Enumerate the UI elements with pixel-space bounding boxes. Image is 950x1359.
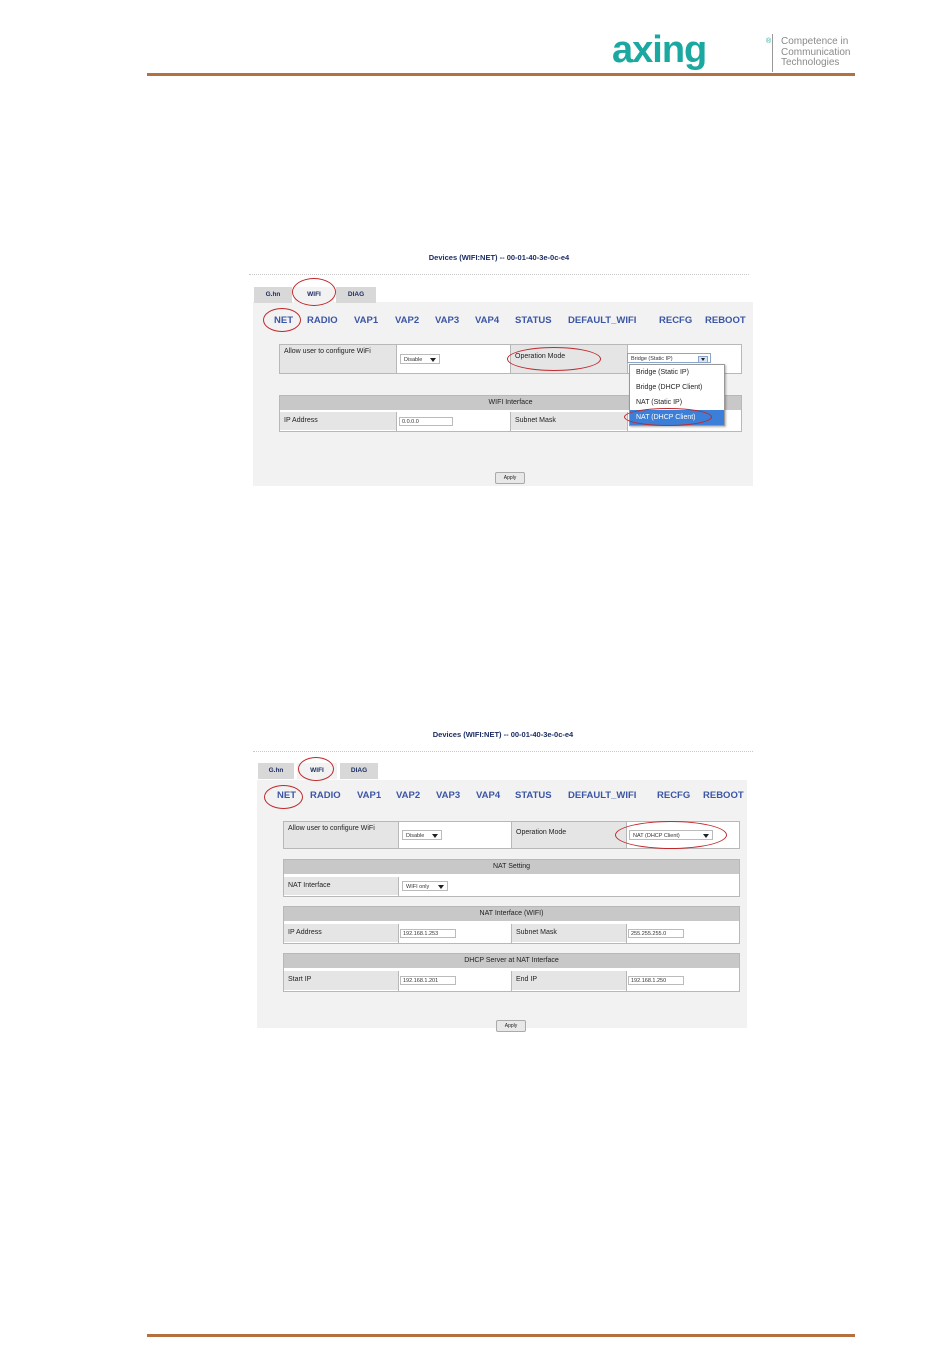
nat-interface-select[interactable] bbox=[402, 881, 448, 891]
tab-ghn[interactable]: G.hn bbox=[254, 287, 292, 303]
allow-config-select[interactable] bbox=[400, 354, 440, 364]
subnav-radio[interactable]: RADIO bbox=[307, 315, 338, 326]
subnav bbox=[249, 315, 749, 327]
subnav-vap3[interactable]: VAP3 bbox=[436, 790, 461, 801]
annotation-circle bbox=[624, 408, 712, 426]
allow-config-select[interactable] bbox=[402, 830, 442, 840]
dhcp-server-header: DHCP Server at NAT Interface bbox=[284, 954, 739, 968]
subnav-recfg[interactable]: RECFG bbox=[657, 790, 691, 801]
start-ip-input[interactable]: 192.168.1.201 bbox=[400, 976, 456, 985]
subnav-net[interactable]: NET bbox=[277, 790, 296, 801]
dotted-divider bbox=[253, 751, 753, 752]
apply-button[interactable]: Apply bbox=[496, 1020, 526, 1032]
allow-config-value: Disable bbox=[406, 833, 425, 839]
subnav bbox=[253, 790, 753, 802]
end-ip-label: End IP bbox=[512, 971, 626, 990]
ip-address-label: IP Address bbox=[280, 412, 396, 430]
tab-diag[interactable]: DIAG bbox=[340, 763, 378, 779]
tab-ghn[interactable]: G.hn bbox=[258, 763, 294, 779]
annotation-circle bbox=[264, 785, 303, 809]
option-nat-static[interactable]: NAT (Static IP) bbox=[636, 399, 683, 406]
subnav-vap2[interactable]: VAP2 bbox=[396, 790, 421, 801]
allow-config-value: Disable bbox=[404, 357, 423, 363]
cell-divider bbox=[626, 971, 627, 991]
cell-divider bbox=[398, 877, 399, 896]
screenshot-1 bbox=[249, 250, 749, 490]
cell-divider bbox=[396, 345, 397, 373]
cell-divider bbox=[398, 971, 399, 991]
subnav-vap3[interactable]: VAP3 bbox=[435, 315, 460, 326]
wifi-interface-header: WIFI Interface bbox=[280, 396, 741, 410]
chevron-down-icon bbox=[430, 358, 436, 362]
nat-setting-header: NAT Setting bbox=[284, 860, 739, 874]
tab-wifi[interactable]: WIFI bbox=[294, 287, 334, 303]
registered-mark: ® bbox=[766, 38, 772, 45]
chevron-down-icon bbox=[438, 885, 444, 889]
subnav-reboot[interactable]: REBOOT bbox=[705, 315, 746, 326]
nat-interface-label: NAT Interface bbox=[284, 877, 398, 895]
apply-button[interactable]: Apply bbox=[495, 472, 525, 484]
tagline-line-3: Technologies bbox=[781, 57, 840, 68]
annotation-circle bbox=[263, 308, 301, 332]
subnav-reboot[interactable]: REBOOT bbox=[703, 790, 744, 801]
subnet-mask-label: Subnet Mask bbox=[511, 412, 627, 430]
nat-interface-wifi-section bbox=[283, 906, 740, 944]
subnav-status[interactable]: STATUS bbox=[515, 790, 552, 801]
tab-wifi[interactable]: WIFI bbox=[297, 763, 337, 779]
subnav-net[interactable]: NET bbox=[274, 315, 293, 326]
ip-address-label: IP Address bbox=[284, 924, 398, 942]
subnav-vap4[interactable]: VAP4 bbox=[476, 790, 501, 801]
cell-divider bbox=[398, 822, 399, 848]
end-ip-input[interactable]: 192.168.1.250 bbox=[628, 976, 684, 985]
logo-separator bbox=[772, 34, 773, 72]
start-ip-label: Start IP bbox=[284, 971, 398, 990]
option-nat-dhcp[interactable]: NAT (DHCP Client) bbox=[630, 410, 724, 425]
device-title: Devices (WIFI:NET) -- 00-01-40-3e-0c-e4 bbox=[428, 253, 570, 262]
axing-logo bbox=[612, 34, 774, 74]
subnav-default-wifi[interactable]: DEFAULT_WIFI bbox=[568, 315, 637, 326]
subnet-mask-label: Subnet Mask bbox=[512, 924, 626, 942]
subnet-mask-input[interactable]: 255.255.255.0 bbox=[628, 929, 684, 938]
cell-divider bbox=[396, 412, 397, 431]
tab-diag[interactable]: DIAG bbox=[336, 287, 376, 303]
nat-setting-section bbox=[283, 859, 740, 897]
subnav-vap4[interactable]: VAP4 bbox=[475, 315, 500, 326]
annotation-circle bbox=[507, 347, 601, 371]
allow-config-label: Allow user to configure WiFi bbox=[280, 345, 396, 373]
dhcp-server-section bbox=[283, 953, 740, 992]
brand-tagline bbox=[781, 37, 850, 69]
dotted-divider bbox=[249, 274, 749, 275]
annotation-circle bbox=[292, 278, 336, 306]
subnav-vap1[interactable]: VAP1 bbox=[357, 790, 382, 801]
subnav-default-wifi[interactable]: DEFAULT_WIFI bbox=[568, 790, 637, 801]
ip-address-input[interactable]: 192.168.1.253 bbox=[400, 929, 456, 938]
screenshot-2 bbox=[253, 727, 753, 1032]
subnav-status[interactable]: STATUS bbox=[515, 315, 552, 326]
subnav-radio[interactable]: RADIO bbox=[310, 790, 341, 801]
nat-interface-value: WIFI only bbox=[406, 884, 430, 890]
nat-interface-wifi-header: NAT Interface (WIFI) bbox=[284, 907, 739, 921]
cell-divider bbox=[398, 924, 399, 943]
subnav-vap2[interactable]: VAP2 bbox=[395, 315, 420, 326]
operation-mode-label: Operation Mode bbox=[512, 822, 626, 848]
subnav-recfg[interactable]: RECFG bbox=[659, 315, 693, 326]
operation-mode-value: Bridge (Static IP) bbox=[631, 356, 673, 362]
operation-mode-value: NAT (DHCP Client) bbox=[633, 833, 680, 839]
annotation-circle bbox=[615, 821, 727, 849]
option-bridge-static[interactable]: Bridge (Static IP) bbox=[636, 369, 689, 376]
device-title: Devices (WIFI:NET) -- 00-01-40-3e-0c-e4 bbox=[432, 730, 574, 739]
option-bridge-dhcp[interactable]: Bridge (DHCP Client) bbox=[636, 384, 703, 391]
tagline-line-1: Competence in bbox=[781, 36, 849, 47]
subnav-vap1[interactable]: VAP1 bbox=[354, 315, 379, 326]
chevron-down-icon bbox=[432, 834, 438, 838]
header-rule bbox=[147, 73, 855, 76]
annotation-circle bbox=[298, 757, 334, 781]
footer-rule bbox=[147, 1334, 855, 1337]
operation-mode-select[interactable] bbox=[627, 353, 711, 363]
allow-config-label: Allow user to configure WiFi bbox=[284, 822, 398, 848]
logo-wordmark: axing bbox=[612, 34, 707, 71]
cell-divider bbox=[626, 924, 627, 943]
tagline-line-2: Communication bbox=[781, 46, 851, 58]
operation-mode-label: Operation Mode bbox=[511, 345, 627, 373]
chevron-down-icon bbox=[698, 356, 708, 363]
ip-address-input[interactable]: 0.0.0.0 bbox=[399, 417, 453, 426]
